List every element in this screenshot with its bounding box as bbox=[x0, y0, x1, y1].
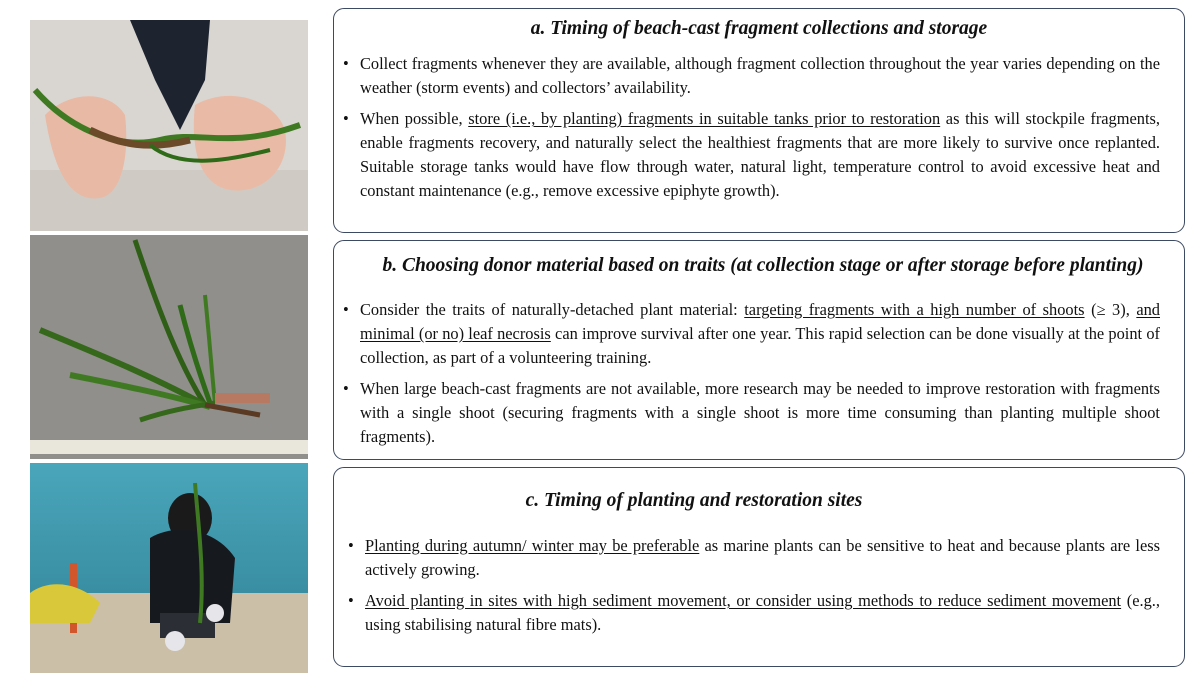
bullet-list bbox=[334, 534, 1184, 637]
bullet-list bbox=[334, 52, 1184, 203]
underlined-text: targeting fragments with a high number of shoots bbox=[744, 300, 1085, 319]
bullet-item: • Planting during autumn/ winter may be preferable as marine plants can be sensitive to heat and because plants are less actively growing. bbox=[334, 534, 1184, 582]
bullet-item: • Collect fragments whenever they are available, although fragment collection throughout the year varies depending on the weather (storm events) and collectors’ availability. bbox=[334, 52, 1184, 100]
bullet-item: • Avoid planting in sites with high sediment movement, or consider using methods to reduce sediment movement (e.g., using stabilising natural fibre mats). bbox=[334, 589, 1184, 637]
underlined-text: Avoid planting in sites with high sediment movement, or consider using methods to reduce sediment movement bbox=[365, 591, 1122, 610]
underlined-text: store (i.e., by planting) fragments in suitable tanks prior to restoration bbox=[468, 109, 941, 128]
bullet-list bbox=[334, 298, 1184, 449]
bullet-item: • When large beach-cast fragments are not available, more research may be needed to improve restoration with fragments with a single shoot (securing fragments with a single shoot is more time consuming than planting multiple shoot fragments). bbox=[334, 377, 1184, 449]
panel-title: c. Timing of planting and restoration sites bbox=[525, 490, 863, 511]
underlined-text: and minimal (or no) leaf necrosis bbox=[360, 300, 1160, 343]
seagrass-plant-on-table-photo bbox=[30, 235, 308, 459]
underlined-text: Planting during autumn/ winter may be preferable bbox=[365, 536, 700, 555]
panel-timing-collections bbox=[333, 8, 1185, 233]
panel-title: b. Choosing donor material based on traits (at collection stage or after storage before planting) bbox=[382, 255, 1144, 276]
bullet-item: • Consider the traits of naturally-detached plant material: targeting fragments with a high number of shoots (≥ 3), and minimal (or no) leaf necrosis can improve survival after one year. This rapid selection can be done visually at the point of collection, as part of a volunteering training. bbox=[334, 298, 1184, 370]
panel-title: a. Timing of beach-cast fragment collections and storage bbox=[530, 18, 988, 39]
bullet-item: • When possible, store (i.e., by planting) fragments in suitable tanks prior to restoration as this will stockpile fragments, enable fragments recovery, and naturally select the healthiest fragments that are more likely to survive once replanted. Suitable storage tanks would have flow through water, natural light, temperature control to avoid excessive heat and constant maintenance (e.g., remove excessive epiphyte growth). bbox=[334, 107, 1184, 203]
panel-timing-planting bbox=[333, 467, 1185, 667]
diver-planting-seagrass-photo bbox=[30, 463, 308, 673]
panel-donor-material bbox=[333, 240, 1185, 460]
hands-holding-seagrass-photo bbox=[30, 20, 308, 231]
